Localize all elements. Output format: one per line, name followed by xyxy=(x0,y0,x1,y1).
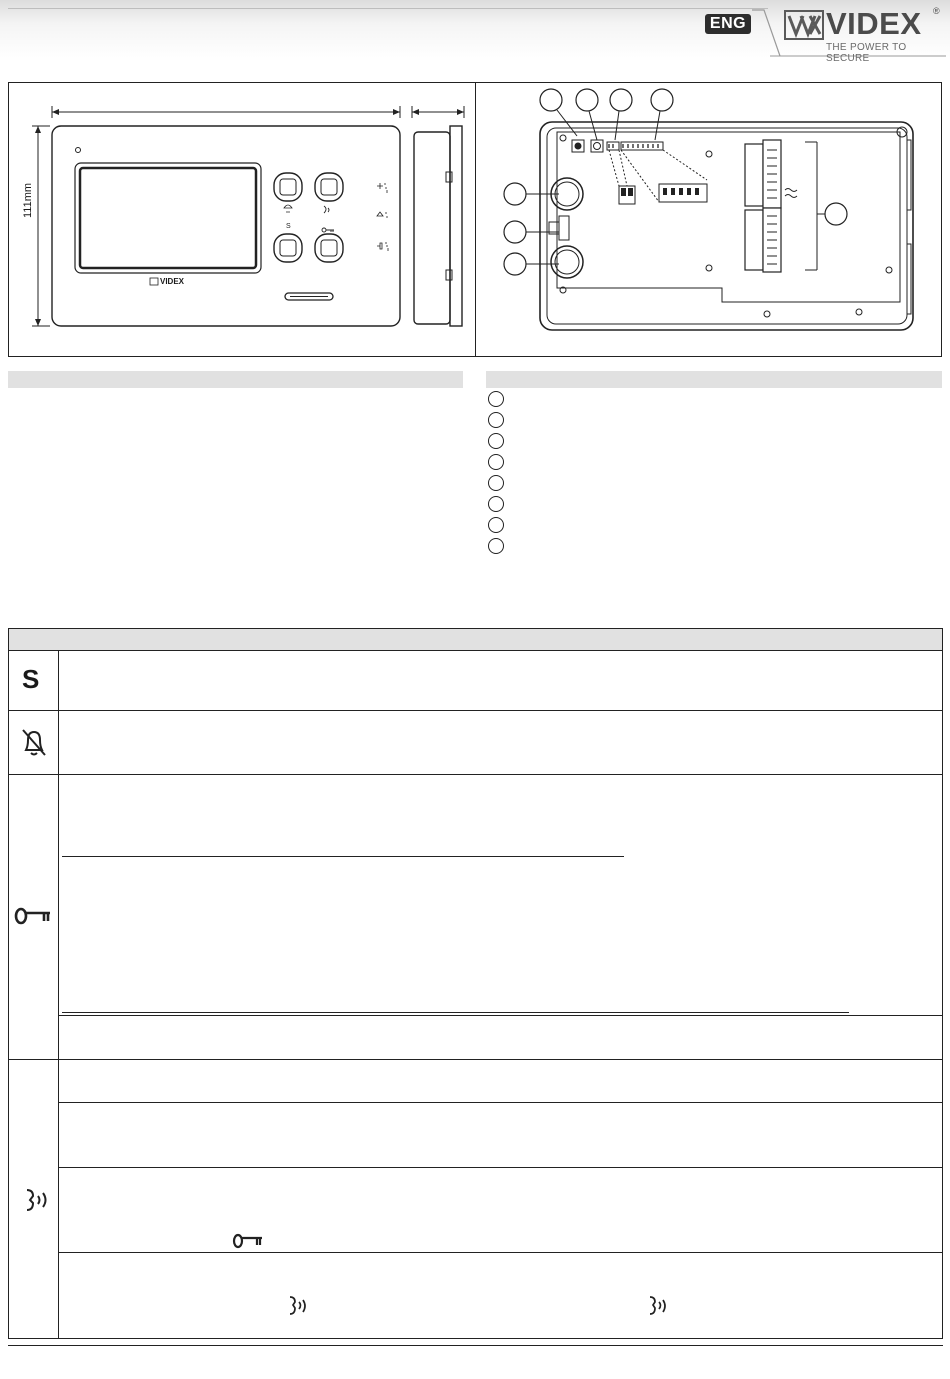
table-row-divider xyxy=(8,710,943,711)
table-row-divider xyxy=(8,1338,943,1339)
table-border-left xyxy=(8,651,9,1339)
door-key-icon xyxy=(232,1232,264,1250)
component-marker xyxy=(488,454,504,470)
bell-mute-icon xyxy=(20,726,48,758)
brand-name: VIDEX xyxy=(826,6,922,41)
component-marker xyxy=(488,475,504,491)
videx-logo-icon xyxy=(784,10,824,40)
functions-table-header xyxy=(8,628,943,651)
component-marker xyxy=(488,496,504,512)
table-row-divider xyxy=(8,1059,943,1060)
section-header-left xyxy=(8,371,463,388)
text-underline xyxy=(62,856,624,857)
table-subrow-divider xyxy=(58,1167,943,1168)
registered-mark: ® xyxy=(933,6,940,16)
component-marker xyxy=(488,391,504,407)
monitor-front-view xyxy=(10,84,474,356)
page-footer-rule xyxy=(8,1345,943,1346)
table-border-right xyxy=(942,651,943,1339)
table-subrow-divider xyxy=(58,1015,943,1016)
header-rule xyxy=(8,8,768,9)
language-badge: ENG xyxy=(705,14,751,34)
device-brand-label: VIDEX xyxy=(160,277,185,286)
s-button-icon: S xyxy=(22,664,40,694)
monitor-rear-view xyxy=(477,84,941,356)
section-header-right xyxy=(486,371,942,388)
height-dimension-label: 111mm xyxy=(22,182,34,218)
table-subrow-divider xyxy=(58,1252,943,1253)
brand-tagline: THE POWER TO SECURE xyxy=(826,42,907,64)
door-key-icon xyxy=(14,906,52,926)
speech-icon xyxy=(22,1186,52,1216)
text-underline xyxy=(62,1012,849,1013)
s-button-symbol: S xyxy=(286,223,291,230)
table-icon-column-divider xyxy=(58,651,59,1339)
speech-icon xyxy=(646,1294,670,1318)
speech-icon xyxy=(286,1294,310,1318)
component-marker xyxy=(488,538,504,554)
table-subrow-divider xyxy=(58,1102,943,1103)
component-marker xyxy=(488,412,504,428)
component-marker xyxy=(488,433,504,449)
component-marker xyxy=(488,517,504,533)
table-row-divider xyxy=(8,774,943,775)
drawings-divider xyxy=(475,82,476,357)
